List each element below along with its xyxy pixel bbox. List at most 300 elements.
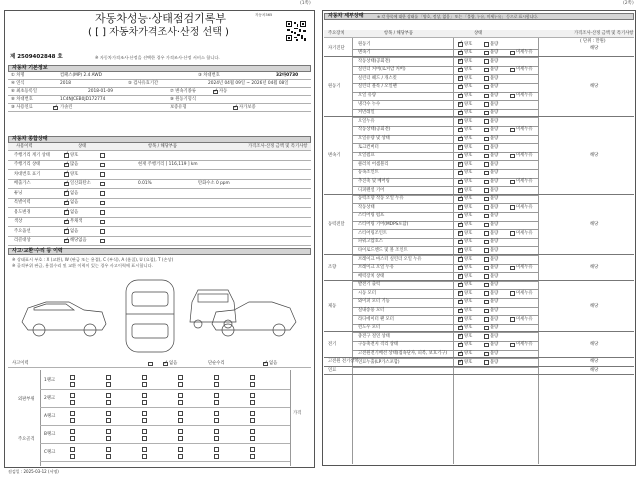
basic-info-header: 자동차 기본정보 — [8, 65, 311, 72]
overall-row-state: 없음 — [70, 228, 79, 234]
rank-row — [40, 390, 290, 408]
detail-state-bad-checkbox[interactable] — [484, 343, 489, 348]
detail-state-good-checkbox[interactable] — [458, 326, 463, 331]
detail-state-good-label: 양호 — [464, 84, 473, 90]
rank-part-checkbox[interactable] — [106, 454, 111, 459]
rank-part-checkbox[interactable] — [250, 436, 255, 441]
overall-state-checkbox[interactable] — [64, 239, 69, 244]
detail-state-bad-checkbox[interactable] — [484, 59, 489, 64]
detail-state-good-label: 양호 — [464, 170, 473, 176]
detail-item-label: 윈도우 모터 — [358, 325, 381, 331]
rank-part-checkbox[interactable] — [214, 429, 219, 434]
overall-state-checkbox[interactable] — [64, 182, 69, 187]
rank-part-checkbox[interactable] — [250, 429, 255, 434]
rank-part-checkbox[interactable] — [214, 447, 219, 452]
detail-state-good-checkbox[interactable] — [458, 94, 463, 99]
detail-state-bad-checkbox[interactable] — [484, 240, 489, 245]
rank-part-checkbox[interactable] — [70, 429, 75, 434]
overall-state-checkbox[interactable] — [64, 172, 69, 177]
detail-state-leak-checkbox[interactable] — [510, 180, 515, 185]
rank-part-checkbox[interactable] — [178, 393, 183, 398]
detail-state-good-checkbox[interactable] — [458, 248, 463, 253]
detail-state-bad-checkbox[interactable] — [484, 51, 489, 56]
rank-label: 1랭크 — [44, 378, 56, 383]
rank-part-checkbox[interactable] — [214, 393, 219, 398]
detail-state-good-label: 양호 — [464, 161, 473, 167]
detail-state-bad-label: 불량 — [490, 75, 499, 81]
rank-part-checkbox[interactable] — [214, 400, 219, 405]
detail-item-label: 작동상태(공회전) — [358, 127, 391, 133]
rank-part-checkbox[interactable] — [142, 447, 147, 452]
detail-state-bad-checkbox[interactable] — [484, 326, 489, 331]
detail-state-bad-checkbox[interactable] — [484, 360, 489, 365]
overall-state-checkbox[interactable] — [64, 229, 69, 234]
detail-group-side-label: 해당 — [590, 368, 599, 374]
car-diagram — [14, 272, 304, 357]
detail-state-bad-checkbox[interactable] — [484, 291, 489, 296]
rank-part-checkbox[interactable] — [214, 454, 219, 459]
overall-state-alt-checkbox[interactable] — [100, 210, 105, 215]
detail-state-bad-checkbox[interactable] — [484, 352, 489, 357]
detail-state-bad-checkbox[interactable] — [484, 68, 489, 73]
detail-item-label: 시동 모터 — [358, 290, 376, 296]
rank-part-checkbox[interactable] — [142, 400, 147, 405]
detail-state-good-label: 양호 — [464, 222, 473, 228]
detail-state-good-label: 양호 — [464, 290, 473, 296]
detail-state-good-checkbox[interactable] — [458, 76, 463, 81]
rank-part-checkbox[interactable] — [106, 411, 111, 416]
detail-state-leak-checkbox[interactable] — [510, 205, 515, 210]
rank-part-checkbox[interactable] — [214, 382, 219, 387]
detail-state-good-checkbox[interactable] — [458, 145, 463, 150]
detail-state-good-checkbox[interactable] — [458, 223, 463, 228]
detail-state-good-checkbox[interactable] — [458, 119, 463, 124]
rank-part-checkbox[interactable] — [106, 382, 111, 387]
detail-col-headers: 주요장치 항목 / 해당부품 상태 가격조사·산정 금액 및 특기사항 — [324, 30, 634, 38]
basic-row-3: ⑥ 최초등록일 2018-01-09 ⑦ 변속기종류 ✓ 자동 — [8, 88, 311, 96]
detail-item-label: 타이로드엔드 및 볼 조인트 — [358, 247, 408, 253]
detail-item-label: 브레이크 오일 누유 — [358, 265, 394, 271]
rank-part-checkbox[interactable] — [142, 375, 147, 380]
overall-header: 자동차 종합상태 — [8, 136, 311, 143]
detail-state-leak-label: 미세누유 — [516, 316, 533, 322]
overall-state-alt-checkbox[interactable] — [100, 163, 105, 168]
detail-state-bad-checkbox[interactable] — [484, 162, 489, 167]
detail-item-label: 디퍼렌셜 기어 — [358, 187, 385, 193]
detail-state-bad-checkbox[interactable] — [484, 309, 489, 314]
detail-state-bad-label: 불량 — [490, 204, 499, 210]
detail-state-good-checkbox[interactable] — [458, 291, 463, 296]
basic-row-5: ⑩ 사용연료 ✓ 가솔린 보증유형 ✓ 자가보증 — [8, 104, 311, 112]
detail-state-leak-checkbox[interactable] — [510, 231, 515, 236]
detail-state-bad-checkbox[interactable] — [484, 128, 489, 133]
detail-state-bad-label: 불량 — [490, 50, 499, 56]
outer-panel-label: 외판부위 — [18, 397, 35, 402]
detail-state-leak-label: 미세누유 — [516, 127, 533, 133]
detail-state-good-checkbox[interactable] — [458, 231, 463, 236]
qr-label: 자동차365 — [255, 13, 273, 17]
detail-state-good-label: 양호 — [464, 247, 473, 253]
rank-part-checkbox[interactable] — [106, 429, 111, 434]
detail-state-good-checkbox[interactable] — [458, 59, 463, 64]
rank-row — [40, 426, 290, 444]
rank-part-checkbox[interactable] — [178, 447, 183, 452]
rank-part-checkbox[interactable] — [178, 429, 183, 434]
detail-state-good-checkbox[interactable] — [458, 334, 463, 339]
detail-state-good-label: 양호 — [464, 204, 473, 210]
rank-part-checkbox[interactable] — [250, 400, 255, 405]
detail-state-good-checkbox[interactable] — [458, 102, 463, 107]
rank-part-checkbox[interactable] — [178, 418, 183, 423]
detail-state-bad-checkbox[interactable] — [484, 102, 489, 107]
detail-state-good-checkbox[interactable] — [458, 137, 463, 142]
rank-part-checkbox[interactable] — [70, 375, 75, 380]
detail-state-good-checkbox[interactable] — [458, 240, 463, 245]
detail-state-bad-checkbox[interactable] — [484, 266, 489, 271]
overall-state-alt-checkbox[interactable] — [100, 191, 105, 196]
detail-group-name: 자기진단 — [328, 45, 345, 51]
detail-item-label: 스티어링 기어(MDPS포함) — [358, 222, 409, 228]
rank-part-checkbox[interactable] — [70, 393, 75, 398]
detail-state-good-checkbox[interactable] — [458, 266, 463, 271]
overall-row-label: 튜닝 — [14, 190, 23, 196]
price-notice: ※ 자동차가격조사·산정을 선택한 경우 가격조사·산정 서비스 합니다. — [95, 55, 220, 60]
detail-item-label: 오일누유 — [358, 118, 375, 124]
rank-part-checkbox[interactable] — [106, 418, 111, 423]
detail-item-label: 파워고압호스 — [358, 239, 383, 245]
detail-state-good-label: 양호 — [464, 213, 473, 219]
detail-state-bad-checkbox[interactable] — [484, 334, 489, 339]
unit-label: ( 단위 : 만원) — [580, 39, 606, 44]
detail-state-leak-checkbox[interactable] — [510, 317, 515, 322]
overall-state-checkbox[interactable] — [64, 220, 69, 225]
rank-label: A랭크 — [44, 414, 56, 419]
accident-header: 사고·교환·수리 등 이력 — [8, 248, 311, 255]
overall-row-state: 무채색 — [70, 219, 83, 224]
rank-part-checkbox[interactable] — [142, 436, 147, 441]
detail-item-label: 등속조인트 — [358, 170, 379, 176]
detail-state-bad-label: 불량 — [490, 161, 499, 167]
overall-state-checkbox[interactable] — [64, 191, 69, 196]
accident-no-checkbox[interactable] — [163, 362, 168, 367]
detail-group-name: 전기 — [328, 342, 337, 348]
inspector-footer: 점검일 : 2025-03-12 (서명) — [8, 469, 59, 474]
detail-state-bad-label: 불량 — [490, 247, 499, 253]
rank-part-checkbox[interactable] — [106, 393, 111, 398]
rank-part-checkbox[interactable] — [142, 418, 147, 423]
detail-item-label: 실린더 블록 / 오일팬 — [358, 84, 397, 90]
detail-state-good-label: 양호 — [464, 265, 473, 271]
detail-state-good-label: 양호 — [464, 153, 473, 159]
detail-state-good-checkbox[interactable] — [458, 283, 463, 288]
detail-state-leak-label: 미세누유 — [516, 93, 533, 99]
detail-state-good-label: 양호 — [464, 325, 473, 331]
detail-state-good-label: 양호 — [464, 41, 473, 47]
detail-state-good-checkbox[interactable] — [458, 42, 463, 47]
rank-part-checkbox[interactable] — [142, 393, 147, 398]
detail-state-bad-label: 불량 — [490, 282, 499, 288]
detail-state-good-checkbox[interactable] — [458, 352, 463, 357]
rank-part-checkbox[interactable] — [178, 411, 183, 416]
rank-part-checkbox[interactable] — [142, 382, 147, 387]
detail-item-label: 브레이크 마스터 실린더 오일 누유 — [358, 256, 422, 262]
detail-state-good-checkbox[interactable] — [458, 162, 463, 167]
report-title: 자동차성능·상태점검기록부 — [95, 12, 227, 25]
detail-item-label: 스티어링 펌프 — [358, 213, 385, 219]
overall-row-state: 일산화탄소 — [70, 181, 91, 186]
detail-state-good-label: 양호 — [464, 101, 473, 107]
rank-part-checkbox[interactable] — [178, 400, 183, 405]
detail-state-good-label: 양호 — [464, 256, 473, 262]
detail-item-label: 추진축 및 베어링 — [358, 179, 390, 185]
repair-no-checkbox[interactable] — [263, 362, 268, 367]
detail-group — [324, 332, 634, 358]
detail-state-good-checkbox[interactable] — [458, 214, 463, 219]
overall-row-state: 없음 — [70, 200, 79, 205]
detail-state-bad-label: 불량 — [490, 118, 499, 124]
rank-part-checkbox[interactable] — [250, 375, 255, 380]
detail-state-good-checkbox[interactable] — [458, 171, 463, 176]
detail-state-good-checkbox[interactable] — [458, 85, 463, 90]
overall-state-alt-checkbox[interactable] — [100, 201, 105, 206]
rank-part-checkbox[interactable] — [106, 436, 111, 441]
rank-part-checkbox[interactable] — [106, 375, 111, 380]
detail-state-bad-label: 불량 — [490, 308, 499, 314]
overall-state-alt-checkbox[interactable] — [100, 229, 105, 234]
detail-state-good-label: 양호 — [464, 333, 473, 339]
detail-state-bad-label: 불량 — [490, 144, 499, 150]
accident-notice-1: ※ 상태표시 부호 : X (교환), W (판금 또는 용접), C (부식), A (흠집), U (요철), T (손상) — [12, 257, 174, 262]
basic-row-1: ① 차명 컴패스(MP) 2.4 AWD ③ 차대번호 32바0730 — [8, 72, 311, 80]
detail-state-leak-checkbox[interactable] — [510, 94, 515, 99]
detail-state-bad-label: 불량 — [490, 179, 499, 185]
detail-state-bad-checkbox[interactable] — [484, 145, 489, 150]
rank-part-checkbox[interactable] — [70, 418, 75, 423]
detail-state-bad-checkbox[interactable] — [484, 94, 489, 99]
rank-part-checkbox[interactable] — [250, 454, 255, 459]
detail-state-leak-checkbox[interactable] — [510, 51, 515, 56]
overall-state-alt-checkbox[interactable] — [100, 220, 105, 225]
detail-state-bad-checkbox[interactable] — [484, 154, 489, 159]
rank-part-checkbox[interactable] — [250, 382, 255, 387]
detail-state-leak-checkbox[interactable] — [510, 343, 515, 348]
detail-state-bad-label: 불량 — [490, 273, 499, 279]
detail-state-good-checkbox[interactable] — [458, 111, 463, 116]
detail-state-good-label: 양호 — [464, 230, 473, 236]
detail-group — [324, 367, 634, 376]
rank-part-checkbox[interactable] — [70, 454, 75, 459]
overall-row — [8, 199, 311, 209]
detail-item-label: 오일펌프 — [358, 153, 375, 159]
detail-state-bad-label: 불량 — [490, 299, 499, 305]
detail-state-good-checkbox[interactable] — [458, 154, 463, 159]
detail-state-bad-checkbox[interactable] — [484, 197, 489, 202]
detail-state-leak-checkbox[interactable] — [510, 68, 515, 73]
detail-group-name: 변속기 — [328, 153, 341, 159]
accident-yes-checkbox[interactable] — [148, 362, 153, 367]
rank-part-checkbox[interactable] — [250, 393, 255, 398]
rank-part-checkbox[interactable] — [178, 436, 183, 441]
detail-state-good-checkbox[interactable] — [458, 51, 463, 56]
accident-notice-2: ※ 골격부위 판금, 용접수리 및 교환 이력이 있는 경우 사고이력에 표시합니다. — [12, 263, 153, 268]
rank-row — [40, 408, 290, 426]
detail-state-good-label: 양호 — [464, 316, 473, 322]
detail-state-good-label: 양호 — [464, 75, 473, 81]
overall-state-alt-checkbox[interactable] — [100, 239, 105, 244]
detail-state-bad-label: 불량 — [490, 213, 499, 219]
detail-state-leak-label: 미세누유 — [516, 342, 533, 348]
detail-state-bad-checkbox[interactable] — [484, 111, 489, 116]
rank-part-checkbox[interactable] — [178, 382, 183, 387]
detail-state-bad-label: 불량 — [490, 153, 499, 159]
detail-item-label: 와이퍼 모터 기능 — [358, 299, 390, 305]
report-subtitle: ( [ ] 자동차가격조사·산정 선택 ) — [88, 27, 229, 38]
detail-item-label: 스티어링조인트 — [358, 230, 388, 236]
detail-state-bad-checkbox[interactable] — [484, 137, 489, 142]
detail-group-name: 연료 — [328, 368, 337, 374]
overall-row — [8, 227, 311, 237]
detail-state-bad-checkbox[interactable] — [484, 300, 489, 305]
overall-state-checkbox[interactable] — [64, 210, 69, 215]
detail-state-bad-checkbox[interactable] — [484, 180, 489, 185]
detail-state-bad-checkbox[interactable] — [484, 231, 489, 236]
detail-state-bad-checkbox[interactable] — [484, 274, 489, 279]
accident-history-row: 사고이력 ✓ 없음 단순수리 ✓ 없음 — [8, 360, 311, 368]
rank-part-checkbox[interactable] — [214, 418, 219, 423]
transmission-auto-checkbox[interactable] — [213, 90, 218, 95]
detail-state-bad-checkbox[interactable] — [484, 257, 489, 262]
overall-row — [8, 180, 311, 190]
detail-state-good-label: 양호 — [464, 273, 473, 279]
overall-state-alt-checkbox[interactable] — [100, 182, 105, 187]
detail-header: 자동차 세부상태 ※ 각 항목에 대한 상태를 「양호, 정상, 없음」 또는 「불량, 누유, 미세누유」 등으로 표시합니다. — [324, 13, 634, 20]
overall-row-label: 용도변경 — [14, 209, 31, 215]
detail-state-good-checkbox[interactable] — [458, 180, 463, 185]
detail-state-good-label: 양호 — [464, 299, 473, 305]
rank-part-checkbox[interactable] — [142, 454, 147, 459]
detail-state-bad-checkbox[interactable] — [484, 171, 489, 176]
detail-state-leak-checkbox[interactable] — [510, 266, 515, 271]
detail-state-bad-checkbox[interactable] — [484, 85, 489, 90]
rank-part-checkbox[interactable] — [70, 447, 75, 452]
overall-row — [8, 161, 311, 171]
detail-state-leak-label: 미세누유 — [516, 50, 533, 56]
rank-part-checkbox[interactable] — [250, 447, 255, 452]
detail-state-bad-label: 불량 — [490, 316, 499, 322]
detail-state-leak-checkbox[interactable] — [510, 291, 515, 296]
detail-state-good-checkbox[interactable] — [458, 188, 463, 193]
overall-row — [8, 218, 311, 228]
detail-state-good-label: 양호 — [464, 118, 473, 124]
detail-state-bad-checkbox[interactable] — [484, 283, 489, 288]
fuel-gasoline-checkbox[interactable] — [53, 106, 58, 111]
detail-state-bad-label: 불량 — [490, 41, 499, 47]
detail-state-good-label: 양호 — [464, 308, 473, 314]
detail-state-good-checkbox[interactable] — [458, 257, 463, 262]
detail-state-good-label: 양호 — [464, 196, 473, 202]
detail-state-bad-checkbox[interactable] — [484, 223, 489, 228]
rank-part-checkbox[interactable] — [178, 375, 183, 380]
overall-row-label: 주행거리 계기 상태 — [14, 152, 50, 158]
detail-state-good-checkbox[interactable] — [458, 68, 463, 73]
detail-group-name: 제동 — [328, 303, 337, 309]
detail-state-bad-label: 불량 — [490, 67, 499, 73]
overall-row-label: 주행거리 상태 — [14, 162, 41, 167]
detail-item-label: 클러치 어셈블리 — [358, 161, 389, 167]
overall-state-checkbox[interactable] — [64, 153, 69, 158]
rank-part-checkbox[interactable] — [142, 411, 147, 416]
detail-state-good-checkbox[interactable] — [458, 360, 463, 365]
rank-part-checkbox[interactable] — [70, 400, 75, 405]
rank-part-checkbox[interactable] — [70, 382, 75, 387]
detail-state-leak-checkbox[interactable] — [510, 154, 515, 159]
rank-part-checkbox[interactable] — [70, 411, 75, 416]
detail-state-bad-checkbox[interactable] — [484, 42, 489, 47]
warranty-self-checkbox[interactable] — [233, 106, 238, 111]
rank-part-checkbox[interactable] — [214, 436, 219, 441]
overall-state-alt-checkbox[interactable] — [100, 172, 105, 177]
detail-state-bad-checkbox[interactable] — [484, 76, 489, 81]
detail-state-good-checkbox[interactable] — [458, 205, 463, 210]
rank-part-checkbox[interactable] — [178, 454, 183, 459]
detail-state-leak-label: 미세누유 — [516, 179, 533, 185]
document-number: 제 2509402848 호 — [10, 54, 63, 60]
rank-part-checkbox[interactable] — [214, 411, 219, 416]
rank-part-checkbox[interactable] — [250, 411, 255, 416]
overall-row-label: 색상 — [14, 219, 23, 224]
detail-state-good-checkbox[interactable] — [458, 197, 463, 202]
detail-state-good-checkbox[interactable] — [458, 300, 463, 305]
rank-part-checkbox[interactable] — [250, 418, 255, 423]
detail-state-leak-checkbox[interactable] — [510, 128, 515, 133]
overall-state-checkbox[interactable] — [64, 163, 69, 168]
overall-row-label: 리콜대상 — [14, 238, 31, 243]
detail-state-bad-checkbox[interactable] — [484, 205, 489, 210]
detail-state-bad-checkbox[interactable] — [484, 317, 489, 322]
detail-item-label: 원동기 — [358, 41, 371, 47]
rank-part-checkbox[interactable] — [214, 375, 219, 380]
detail-state-bad-label: 불량 — [490, 342, 499, 348]
detail-item-label: 구동축전지 격리 상태 — [358, 342, 399, 348]
detail-state-good-checkbox[interactable] — [458, 343, 463, 348]
detail-state-bad-label: 불량 — [490, 256, 499, 262]
detail-state-good-label: 양호 — [464, 282, 473, 288]
detail-state-bad-checkbox[interactable] — [484, 248, 489, 253]
detail-group — [324, 281, 634, 333]
detail-state-good-checkbox[interactable] — [458, 309, 463, 314]
overall-state-alt-checkbox[interactable] — [100, 153, 105, 158]
detail-group — [324, 358, 634, 367]
detail-state-good-checkbox[interactable] — [458, 274, 463, 279]
detail-state-bad-label: 불량 — [490, 101, 499, 107]
detail-state-leak-label: 미세누유 — [516, 153, 533, 159]
detail-state-good-label: 양호 — [464, 136, 473, 142]
overall-row-state: 없음 — [70, 190, 79, 196]
detail-item-label: 작동상태(공회전) — [358, 58, 391, 64]
detail-state-good-checkbox[interactable] — [458, 128, 463, 133]
overall-state-checkbox[interactable] — [64, 201, 69, 206]
detail-state-bad-checkbox[interactable] — [484, 119, 489, 124]
rank-part-checkbox[interactable] — [142, 429, 147, 434]
detail-state-bad-checkbox[interactable] — [484, 214, 489, 219]
detail-state-bad-label: 불량 — [490, 239, 499, 245]
detail-state-good-checkbox[interactable] — [458, 317, 463, 322]
rank-part-checkbox[interactable] — [106, 400, 111, 405]
rank-part-checkbox[interactable] — [70, 436, 75, 441]
detail-item-label: 배력장치 상태 — [358, 273, 385, 279]
detail-state-bad-checkbox[interactable] — [484, 188, 489, 193]
rank-part-checkbox[interactable] — [106, 447, 111, 452]
